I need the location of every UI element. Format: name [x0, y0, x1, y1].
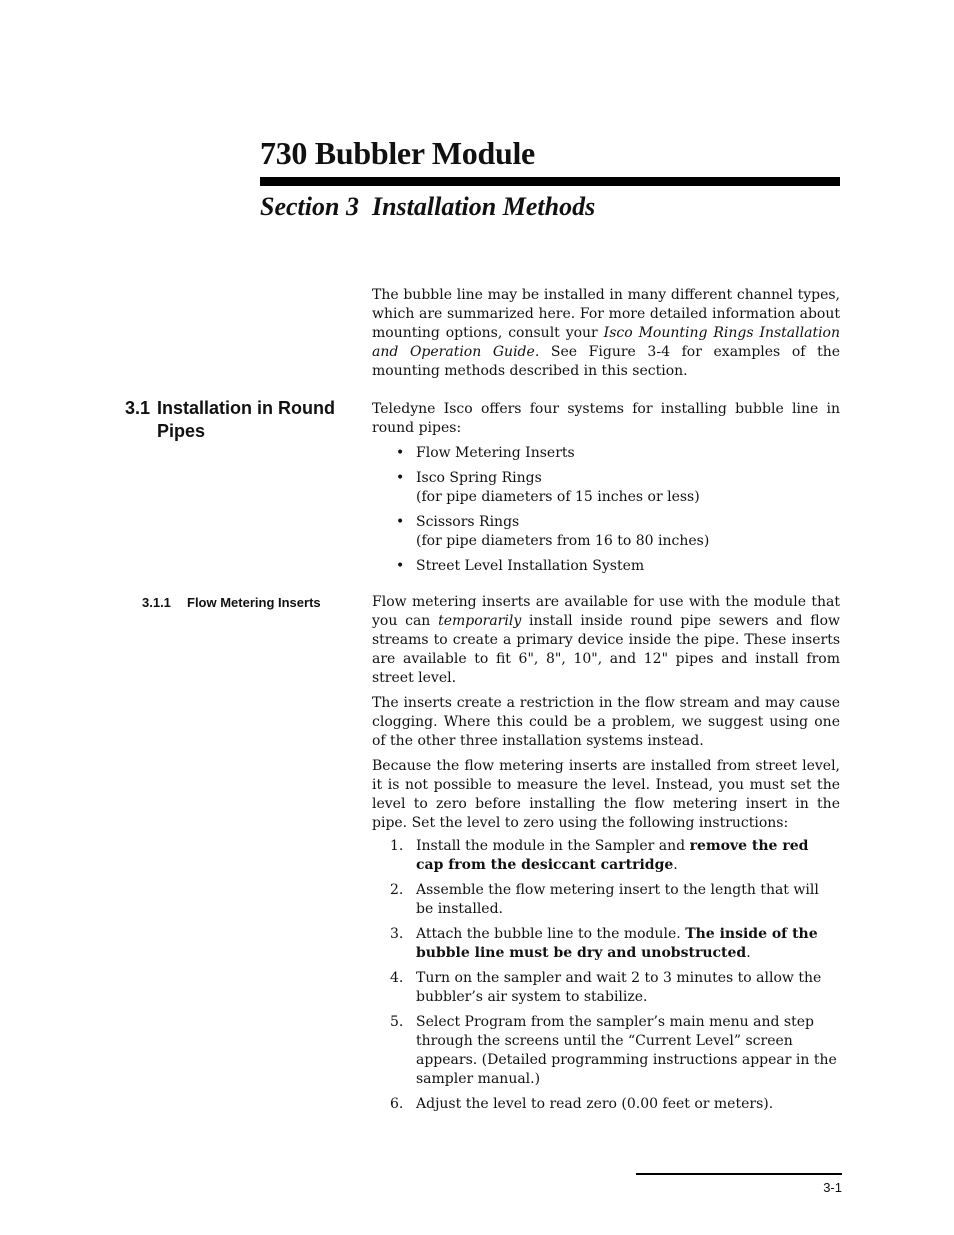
page-number: 3-1 [823, 1180, 842, 1195]
list-item-note: (for pipe diameters from 16 to 80 inches) [416, 533, 710, 549]
intro-text-b: . See Figure 3-4 for examples of the mounting methods described in this section. [372, 344, 840, 379]
section-3-1-title: Installation in Round Pipes [157, 398, 335, 441]
paragraph: The inserts create a restriction in the flow stream and may cause clogging. Where this could be a problem, we suggest using one of the other three installation systems instead. [372, 695, 840, 749]
bullet: • [396, 470, 405, 486]
title-rule [260, 177, 840, 186]
step-number: 3. [390, 926, 404, 942]
paragraph [372, 593, 840, 688]
step-text: Turn on the sampler and wait 2 to 3 minutes to allow the bubbler’s air system to stabilize. [416, 970, 822, 1005]
list-item-label: Flow Metering Inserts [416, 445, 575, 461]
p1-emphasis: temporarily [438, 613, 522, 629]
step-number: 2. [390, 882, 404, 898]
zero-level-steps [390, 837, 840, 1120]
bullet: • [396, 558, 405, 574]
section-title: Section 3 Installation Methods [260, 192, 596, 221]
step-item [390, 925, 840, 963]
step-text: Select Program from the sampler’s main menu and step through the screens until the “Current Level” screen appears. (Detailed programming instructions appear in the sampler manual.) [416, 1014, 837, 1087]
guide-title: Isco Mounting Rings Installation and Operation Guide [372, 325, 840, 360]
step-bold-text: remove the red cap from the desiccant cartridge [416, 838, 809, 873]
step-item [390, 1095, 840, 1114]
intro-paragraph [372, 286, 840, 381]
step-number: 6. [390, 1096, 404, 1112]
step-number: 5. [390, 1014, 404, 1030]
p1-text-a: Flow metering inserts are available for use with the module that you can [372, 594, 840, 629]
step-item [390, 837, 840, 875]
page-title: 730 Bubbler Module [260, 135, 535, 171]
step-item [390, 1013, 840, 1089]
step-text: Assemble the flow metering insert to the length that will be installed. [416, 882, 819, 917]
bullet: • [396, 514, 405, 530]
step-bold-text: The inside of the bubble line must be dry and unobstructed [416, 926, 818, 961]
step-text: Attach the bubble line to the module. [416, 926, 686, 942]
p1-text-b: install inside round pipe sewers and flow streams to create a primary device inside the pipe. These inserts are available to fit 6", 8", 10", and 12" pipes and install from street level. [372, 613, 840, 686]
step-number: 4. [390, 970, 404, 986]
section-3-1-text: Teledyne Isco offers four systems for installing bubble line in round pipes: [372, 401, 840, 436]
installation-systems-list [396, 444, 840, 582]
step-item [390, 969, 840, 1007]
section-3-1-heading [125, 397, 350, 443]
list-item [396, 469, 840, 507]
section-3-1-1-title: Flow Metering Inserts [187, 595, 321, 610]
bullet: • [396, 445, 405, 461]
list-item [396, 444, 840, 463]
list-item-label: Scissors Rings [416, 514, 520, 530]
footer-rule [636, 1173, 842, 1175]
section-3-1-1-body [372, 593, 840, 833]
list-item-label: Street Level Installation System [416, 558, 645, 574]
step-number: 1. [390, 838, 404, 854]
section-3-1-1-number: 3.1.1 [142, 595, 171, 610]
section-3-1-paragraph [372, 400, 840, 438]
intro-text-a: The bubble line may be installed in many different channel types, which are summarized here. For more detailed information about mounting options, consult your [372, 287, 840, 341]
section-3-1-1-heading [142, 594, 321, 611]
step-tail: . [746, 945, 751, 961]
list-item [396, 513, 840, 551]
list-item-label: Isco Spring Rings [416, 470, 542, 486]
list-item-note: (for pipe diameters of 15 inches or less) [416, 489, 700, 505]
section-3-1-number: 3.1 [125, 398, 151, 418]
list-item [396, 557, 840, 576]
paragraph: Because the flow metering inserts are installed from street level, it is not possible to measure the level. Instead, you must set the level to zero before installing the flow metering insert in the pipe. Set the level to zero using the following instructions: [372, 758, 840, 831]
step-text: Adjust the level to read zero (0.00 feet or meters). [416, 1096, 774, 1112]
step-text: Install the module in the Sampler and [416, 838, 690, 854]
step-tail: . [673, 857, 678, 873]
step-item [390, 881, 840, 919]
